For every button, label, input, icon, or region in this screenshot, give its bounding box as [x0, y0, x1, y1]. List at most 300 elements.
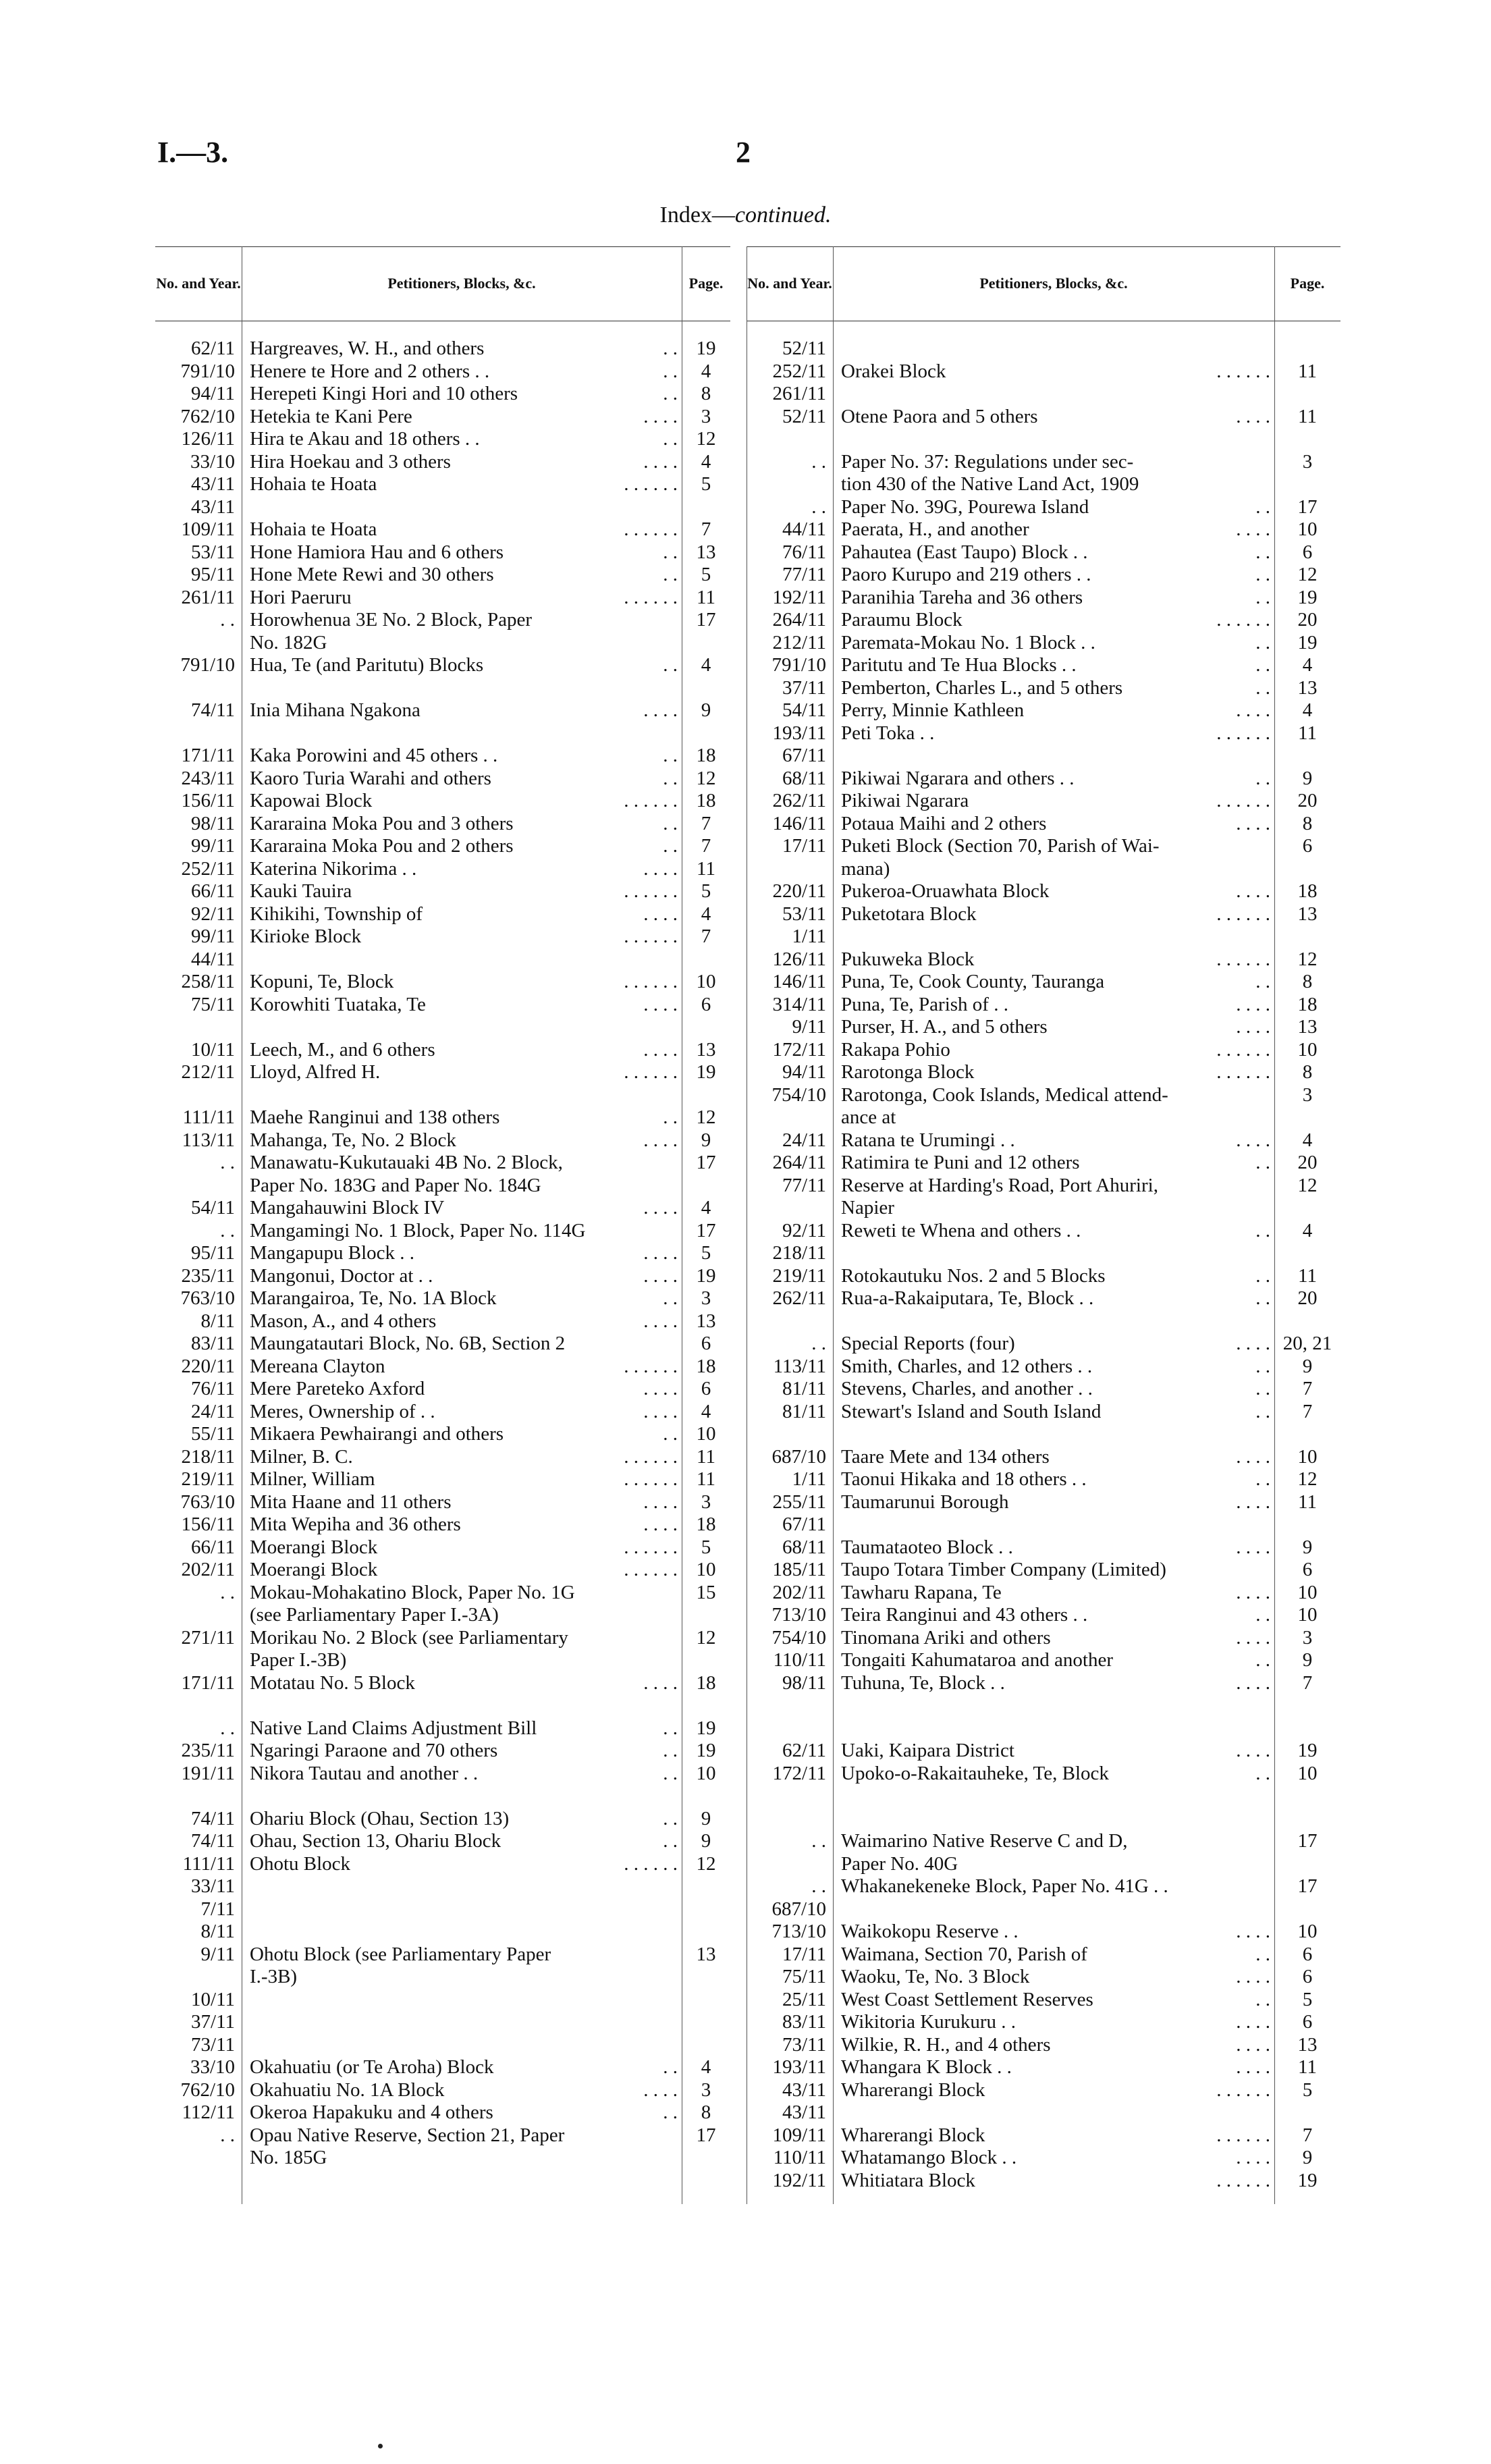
- row-petitioner: Tongaiti Kahumataroa and another: [841, 1649, 1114, 1671]
- row-no-year: 146/11: [772, 812, 826, 834]
- row-petitioner: Mita Wepiha and 36 others: [250, 1514, 461, 1535]
- row-leader-dots: . . . . . .: [624, 880, 678, 902]
- row-page: 10: [1297, 1445, 1318, 1468]
- row-page: 4: [1302, 1129, 1313, 1151]
- row-leader-dots: . .: [663, 1740, 678, 1761]
- row-no-year: 192/11: [772, 2169, 826, 2191]
- row-no-year: . .: [220, 1152, 235, 1173]
- row-no-year: 55/11: [191, 1423, 235, 1445]
- row-no-year: 220/11: [181, 1355, 235, 1377]
- row-petitioner: Peti Toka . .: [841, 722, 935, 744]
- row-petitioner: Maungatautari Block, No. 6B, Section 2: [250, 1333, 566, 1354]
- row-petitioner: Waoku, Te, No. 3 Block: [841, 1966, 1030, 1987]
- row-no-year: 763/10: [180, 1287, 235, 1309]
- row-petitioner: Ohotu Block (see Parliamentary Paper: [250, 1943, 551, 1965]
- row-petitioner: Inia Mihana Ngakona: [250, 699, 421, 721]
- row-page: 4: [701, 654, 711, 676]
- row-page: 4: [1302, 699, 1313, 721]
- row-no-year: 314/11: [772, 993, 826, 1015]
- row-page: 6: [701, 1378, 711, 1399]
- row-no-year: 53/11: [191, 541, 235, 563]
- row-petitioner: Kaoro Turia Warahi and others: [250, 767, 491, 789]
- row-petitioner: Paper I.-3B): [250, 1649, 347, 1671]
- row-no-year: 95/11: [191, 564, 235, 585]
- row-leader-dots: . . . .: [643, 1514, 678, 1535]
- row-leader-dots: . . . .: [1236, 1671, 1270, 1694]
- row-page: 8: [1302, 1061, 1313, 1083]
- col-no-year-header: No. and Year.: [747, 275, 832, 292]
- row-petitioner: Paraumu Block: [841, 609, 963, 631]
- row-petitioner: Pukuweka Block: [841, 948, 975, 970]
- row-page: 12: [1297, 1468, 1318, 1490]
- row-leader-dots: . .: [663, 428, 678, 450]
- row-petitioner: Herepeti Kingi Hori and 10 others: [250, 383, 518, 404]
- row-petitioner: (see Parliamentary Paper I.-3A): [250, 1604, 499, 1626]
- row-no-year: 94/11: [191, 383, 235, 404]
- row-no-year: . .: [220, 2124, 235, 2146]
- row-petitioner: Mangahauwini Block IV: [250, 1197, 445, 1218]
- row-petitioner: Wharerangi Block: [841, 2124, 985, 2146]
- row-page: 18: [696, 1671, 716, 1694]
- row-no-year: 81/11: [782, 1400, 826, 1422]
- row-page: 10: [1297, 1921, 1318, 1942]
- row-page: 18: [696, 1514, 716, 1535]
- row-petitioner: Whatamango Block . .: [841, 2147, 1017, 2168]
- row-petitioner: Kararaina Moka Pou and 3 others: [250, 812, 514, 834]
- row-no-year: 791/10: [180, 654, 235, 676]
- row-page: 15: [696, 1581, 716, 1603]
- row-petitioner: Perry, Minnie Kathleen: [841, 699, 1025, 721]
- row-leader-dots: . . . .: [643, 1400, 678, 1422]
- row-no-year: 202/11: [772, 1581, 826, 1603]
- row-no-year: 43/11: [782, 2101, 826, 2123]
- row-leader-dots: . .: [1255, 1378, 1270, 1399]
- row-leader-dots: . .: [1255, 1943, 1270, 1965]
- row-page: 4: [701, 903, 711, 925]
- column-divider: [833, 246, 834, 2204]
- row-petitioner: Ratana te Urumingi . .: [841, 1129, 1015, 1151]
- row-page: 10: [1297, 1604, 1318, 1626]
- row-leader-dots: . .: [663, 767, 678, 789]
- row-petitioner: mana): [841, 857, 890, 880]
- row-no-year: 687/10: [771, 1898, 826, 1920]
- row-leader-dots: . . . .: [1236, 1966, 1270, 1987]
- row-leader-dots: . . . .: [643, 1310, 678, 1332]
- row-page: 18: [696, 745, 716, 766]
- row-no-year: 10/11: [191, 1038, 235, 1061]
- row-leader-dots: . . . .: [1236, 699, 1270, 721]
- row-no-year: 109/11: [772, 2124, 826, 2146]
- row-petitioner: Manawatu-Kukutauaki 4B No. 2 Block,: [250, 1152, 563, 1173]
- row-leader-dots: . .: [1255, 1604, 1270, 1626]
- row-leader-dots: . . . . . .: [1216, 722, 1270, 744]
- row-petitioner: Pikiwai Ngarara: [841, 790, 969, 811]
- row-leader-dots: . . . .: [643, 1197, 678, 1218]
- row-no-year: 95/11: [191, 1242, 235, 1264]
- row-petitioner: Meres, Ownership of . .: [250, 1400, 435, 1422]
- row-petitioner: Rarotonga Block: [841, 1061, 975, 1083]
- row-petitioner: Ohau, Section 13, Ohariu Block: [250, 1830, 501, 1852]
- row-page: 13: [696, 541, 716, 563]
- row-page: 10: [696, 1559, 716, 1580]
- row-no-year: 762/10: [180, 2079, 235, 2101]
- row-page: 7: [701, 926, 711, 947]
- col-petitioners-header: Petitioners, Blocks, &c.: [387, 275, 536, 292]
- row-petitioner: Katerina Nikorima . .: [250, 857, 417, 880]
- row-petitioner: Teira Ranginui and 43 others . .: [841, 1604, 1088, 1626]
- row-no-year: 113/11: [773, 1355, 826, 1377]
- row-no-year: 62/11: [782, 1740, 826, 1761]
- row-petitioner: Reserve at Harding's Road, Port Ahuriri,: [841, 1174, 1158, 1196]
- row-page: 17: [696, 1219, 716, 1241]
- row-petitioner: Pikiwai Ngarara and others . .: [841, 767, 1075, 789]
- row-no-year: 110/11: [773, 2147, 826, 2168]
- row-leader-dots: . . . . . .: [624, 926, 678, 947]
- row-petitioner: Hohaia te Hoata: [250, 473, 377, 495]
- row-no-year: 218/11: [181, 1445, 235, 1468]
- row-leader-dots: . . . .: [643, 699, 678, 721]
- row-no-year: . .: [220, 1219, 235, 1241]
- row-no-year: 754/10: [771, 1083, 826, 1106]
- row-page: 12: [696, 1626, 716, 1649]
- row-petitioner: Morikau No. 2 Block (see Parliamentary: [250, 1626, 568, 1649]
- row-leader-dots: . . . . . .: [624, 518, 678, 540]
- row-petitioner: Moerangi Block: [250, 1559, 378, 1580]
- row-no-year: 43/11: [191, 473, 235, 495]
- row-leader-dots: . . . .: [1236, 405, 1270, 427]
- row-page: 5: [701, 1536, 711, 1558]
- row-page: 20: [1297, 609, 1318, 631]
- row-petitioner: Okahuatiu No. 1A Block: [250, 2079, 445, 2101]
- row-petitioner: Mokau-Mohakatino Block, Paper No. 1G: [250, 1581, 575, 1603]
- row-leader-dots: . . . . . .: [624, 1445, 678, 1468]
- row-no-year: 192/11: [772, 586, 826, 608]
- row-no-year: 75/11: [191, 993, 235, 1015]
- row-page: 5: [701, 564, 711, 585]
- row-page: 19: [696, 1717, 716, 1739]
- row-no-year: 171/11: [181, 1671, 235, 1694]
- row-leader-dots: . . . .: [643, 1378, 678, 1399]
- row-leader-dots: . . . . . .: [1216, 2079, 1270, 2101]
- row-leader-dots: . .: [1255, 1400, 1270, 1422]
- row-no-year: 156/11: [181, 1514, 235, 1535]
- row-no-year: 202/11: [181, 1559, 235, 1580]
- row-petitioner: Pemberton, Charles L., and 5 others: [841, 676, 1123, 699]
- row-petitioner: Henere te Hore and 2 others . .: [250, 360, 490, 382]
- row-page: 18: [696, 1355, 716, 1377]
- row-page: 13: [696, 1943, 716, 1965]
- row-no-year: 54/11: [191, 1197, 235, 1218]
- row-page: 11: [1298, 2056, 1317, 2078]
- row-petitioner: Tawharu Rapana, Te: [841, 1581, 1002, 1603]
- row-no-year: 9/11: [792, 1016, 826, 1038]
- row-page: 6: [1302, 2011, 1313, 2033]
- row-no-year: 791/10: [771, 654, 826, 676]
- row-no-year: 7/11: [200, 1898, 235, 1920]
- row-no-year: 62/11: [191, 338, 235, 359]
- row-no-year: 73/11: [191, 2033, 235, 2056]
- row-page: 19: [1297, 1740, 1318, 1761]
- row-petitioner: Hone Hamiora Hau and 6 others: [250, 541, 504, 563]
- row-no-year: 98/11: [191, 812, 235, 834]
- row-no-year: 75/11: [782, 1966, 826, 1987]
- row-leader-dots: . .: [1255, 586, 1270, 608]
- row-page: 11: [697, 857, 715, 880]
- row-no-year: 763/10: [180, 1491, 235, 1513]
- row-petitioner: Upoko-o-Rakaitauheke, Te, Block: [841, 1762, 1109, 1784]
- row-leader-dots: . . . . . .: [624, 971, 678, 992]
- row-petitioner: Mangonui, Doctor at . .: [250, 1264, 433, 1287]
- row-no-year: 33/10: [190, 2056, 235, 2078]
- row-page: 13: [1297, 903, 1318, 925]
- row-petitioner: Hua, Te (and Paritutu) Blocks: [250, 654, 484, 676]
- row-no-year: 77/11: [782, 1174, 826, 1196]
- row-leader-dots: . . . .: [1236, 2011, 1270, 2033]
- index-title-suffix: continued.: [734, 203, 832, 227]
- row-page: 4: [701, 2056, 711, 2078]
- row-leader-dots: . . . . . .: [624, 473, 678, 495]
- row-no-year: 17/11: [782, 835, 826, 857]
- row-no-year: 74/11: [191, 1830, 235, 1852]
- row-page: 13: [696, 1310, 716, 1332]
- row-page: 9: [1302, 1355, 1313, 1377]
- row-page: 11: [1298, 1491, 1317, 1513]
- row-no-year: 17/11: [782, 1943, 826, 1965]
- row-page: 3: [701, 1491, 711, 1513]
- row-leader-dots: . . . .: [1236, 1445, 1270, 1468]
- row-petitioner: Kauki Tauira: [250, 880, 352, 902]
- row-leader-dots: . .: [663, 1807, 678, 1829]
- row-petitioner: No. 182G: [250, 631, 327, 653]
- row-no-year: 73/11: [782, 2033, 826, 2056]
- row-page: 13: [1297, 2033, 1318, 2056]
- row-petitioner: Mereana Clayton: [250, 1355, 385, 1377]
- row-leader-dots: . .: [1255, 1219, 1270, 1241]
- row-petitioner: West Coast Settlement Reserves: [841, 1988, 1093, 2010]
- row-page: 5: [701, 1242, 711, 1264]
- row-no-year: 33/11: [191, 1875, 235, 1897]
- row-page: 17: [1297, 1830, 1318, 1852]
- row-petitioner: Special Reports (four): [841, 1333, 1015, 1354]
- col-petitioners-header: Petitioners, Blocks, &c.: [979, 275, 1128, 292]
- row-page: 17: [1297, 1875, 1318, 1897]
- row-petitioner: Paper No. 183G and Paper No. 184G: [250, 1174, 541, 1196]
- row-page: 12: [696, 1852, 716, 1875]
- row-leader-dots: . . . .: [1236, 1581, 1270, 1603]
- row-no-year: 24/11: [191, 1400, 235, 1422]
- row-page: 18: [1297, 993, 1318, 1015]
- row-page: 8: [701, 383, 711, 404]
- row-petitioner: Purser, H. A., and 5 others: [841, 1016, 1048, 1038]
- row-page: 4: [1302, 1219, 1313, 1241]
- row-leader-dots: . .: [663, 1830, 678, 1852]
- row-petitioner: Reweti te Whena and others . .: [841, 1219, 1081, 1241]
- row-petitioner: Wikitoria Kurukuru . .: [841, 2011, 1016, 2033]
- row-petitioner: Whakanekeneke Block, Paper No. 41G . .: [841, 1875, 1168, 1897]
- row-page: 7: [1302, 1671, 1313, 1694]
- row-page: 8: [1302, 971, 1313, 992]
- row-page: 19: [696, 1061, 716, 1083]
- row-petitioner: Rarotonga, Cook Islands, Medical attend-: [841, 1083, 1168, 1106]
- row-petitioner: Kihikihi, Township of: [250, 903, 423, 925]
- row-petitioner: Paper No. 37: Regulations under sec-: [841, 450, 1134, 473]
- row-petitioner: Taare Mete and 134 others: [841, 1445, 1050, 1468]
- row-petitioner: Smith, Charles, and 12 others . .: [841, 1355, 1093, 1377]
- row-no-year: 67/11: [782, 745, 826, 766]
- row-petitioner: Otene Paora and 5 others: [841, 405, 1038, 427]
- row-no-year: 219/11: [772, 1264, 826, 1287]
- row-no-year: 83/11: [782, 2011, 826, 2033]
- row-page: 4: [701, 1400, 711, 1422]
- row-no-year: 92/11: [191, 903, 235, 925]
- index-title: [0, 203, 1491, 228]
- row-page: 9: [1302, 1536, 1313, 1558]
- row-no-year: 44/11: [191, 948, 235, 970]
- row-page: 4: [701, 450, 711, 473]
- row-page: 9: [1302, 1649, 1313, 1671]
- row-no-year: 68/11: [782, 1536, 826, 1558]
- row-leader-dots: . . . .: [1236, 1626, 1270, 1649]
- row-leader-dots: . .: [1255, 1264, 1270, 1287]
- row-petitioner: Ratimira te Puni and 12 others: [841, 1152, 1080, 1173]
- row-petitioner: Napier: [841, 1197, 894, 1218]
- row-page: 7: [1302, 2124, 1313, 2146]
- row-petitioner: Hira Hoekau and 3 others: [250, 450, 451, 473]
- row-no-year: 218/11: [772, 1242, 826, 1264]
- row-no-year: . .: [811, 450, 826, 473]
- row-page: 11: [697, 1445, 715, 1468]
- row-petitioner: Paoro Kurupo and 219 others . .: [841, 564, 1091, 585]
- row-leader-dots: . . . . . .: [1216, 1061, 1270, 1083]
- row-petitioner: Paper No. 39G, Pourewa Island: [841, 496, 1089, 518]
- row-petitioner: Mita Haane and 11 others: [250, 1491, 452, 1513]
- row-page: 12: [1297, 948, 1318, 970]
- row-petitioner: Okeroa Hapakuku and 4 others: [250, 2101, 493, 2123]
- row-page: 12: [1297, 1174, 1318, 1196]
- row-petitioner: Kirioke Block: [250, 926, 362, 947]
- row-page: 10: [1297, 1038, 1318, 1061]
- row-petitioner: Kararaina Moka Pou and 2 others: [250, 835, 514, 857]
- row-page: 3: [1302, 1626, 1313, 1649]
- row-no-year: 43/11: [782, 2079, 826, 2101]
- row-page: 9: [701, 1807, 711, 1829]
- row-page: 12: [696, 767, 716, 789]
- row-page: 7: [1302, 1400, 1313, 1422]
- row-leader-dots: . .: [1255, 564, 1270, 585]
- row-page: 11: [697, 586, 715, 608]
- row-no-year: 687/10: [771, 1445, 826, 1468]
- row-page: 3: [701, 2079, 711, 2101]
- row-no-year: 185/11: [772, 1559, 826, 1580]
- row-no-year: 212/11: [772, 631, 826, 653]
- row-no-year: . .: [811, 1875, 826, 1897]
- row-page: 6: [1302, 1943, 1313, 1965]
- row-page: 17: [696, 609, 716, 631]
- row-leader-dots: . . . .: [643, 1671, 678, 1694]
- row-leader-dots: . .: [1255, 631, 1270, 653]
- row-leader-dots: . . . .: [1236, 1740, 1270, 1761]
- row-page: 11: [1298, 405, 1317, 427]
- row-leader-dots: . . . .: [1236, 2056, 1270, 2078]
- row-no-year: 81/11: [782, 1378, 826, 1399]
- row-page: 8: [701, 2101, 711, 2123]
- row-leader-dots: . . . .: [1236, 812, 1270, 834]
- row-page: 5: [701, 473, 711, 495]
- row-petitioner: Taonui Hikaka and 18 others . .: [841, 1468, 1087, 1490]
- row-no-year: 94/11: [782, 1061, 826, 1083]
- row-page: 5: [701, 880, 711, 902]
- row-no-year: 261/11: [181, 586, 235, 608]
- row-no-year: 193/11: [772, 722, 826, 744]
- row-leader-dots: . .: [1255, 654, 1270, 676]
- row-leader-dots: . .: [1255, 496, 1270, 518]
- row-petitioner: Paremata-Mokau No. 1 Block . .: [841, 631, 1095, 653]
- row-petitioner: Taumarunui Borough: [841, 1491, 1009, 1513]
- row-no-year: 52/11: [782, 338, 826, 359]
- row-page: 6: [701, 1333, 711, 1354]
- row-leader-dots: . .: [663, 812, 678, 834]
- row-petitioner: ance at: [841, 1106, 896, 1128]
- row-no-year: . .: [811, 496, 826, 518]
- row-no-year: 754/10: [771, 1626, 826, 1649]
- right-index-table: [747, 246, 1340, 2204]
- row-leader-dots: . .: [663, 1762, 678, 1784]
- row-leader-dots: . . . . . .: [624, 790, 678, 811]
- row-leader-dots: . .: [663, 2056, 678, 2078]
- row-leader-dots: . . . .: [643, 1129, 678, 1151]
- row-petitioner: Taupo Totara Timber Company (Limited): [841, 1559, 1166, 1580]
- row-leader-dots: . .: [663, 1287, 678, 1309]
- row-leader-dots: . .: [1255, 541, 1270, 563]
- row-page: 10: [696, 971, 716, 992]
- row-no-year: 113/11: [182, 1129, 235, 1151]
- row-leader-dots: . . . .: [1236, 518, 1270, 540]
- row-no-year: 191/11: [181, 1762, 235, 1784]
- row-petitioner: Potaua Maihi and 2 others: [841, 812, 1047, 834]
- row-leader-dots: . .: [1255, 1988, 1270, 2010]
- row-no-year: 8/11: [200, 1921, 235, 1942]
- row-page: 11: [697, 1468, 715, 1490]
- row-leader-dots: . .: [1255, 1355, 1270, 1377]
- row-petitioner: Puketotara Block: [841, 903, 977, 925]
- row-leader-dots: . . . .: [1236, 2147, 1270, 2168]
- row-petitioner: Motatau No. 5 Block: [250, 1671, 415, 1694]
- row-no-year: 98/11: [782, 1671, 826, 1694]
- row-leader-dots: . . . .: [643, 2079, 678, 2101]
- row-leader-dots: . . . . . .: [1216, 2169, 1270, 2191]
- row-page: 6: [1302, 1559, 1313, 1580]
- footer-dot-mark: [378, 2444, 383, 2448]
- row-no-year: 83/11: [191, 1333, 235, 1354]
- row-no-year: 243/11: [181, 767, 235, 789]
- row-page: 4: [1302, 654, 1313, 676]
- row-petitioner: Leech, M., and 6 others: [250, 1038, 435, 1061]
- row-petitioner: Puna, Te, Cook County, Tauranga: [841, 971, 1105, 992]
- row-no-year: 53/11: [782, 903, 826, 925]
- row-page: 7: [1302, 1378, 1313, 1399]
- row-leader-dots: . .: [663, 541, 678, 563]
- row-petitioner: Kaka Porowini and 45 others . .: [250, 745, 498, 766]
- row-no-year: 77/11: [782, 564, 826, 585]
- row-page: 10: [1297, 1762, 1318, 1784]
- col-page-header: Page.: [688, 275, 724, 292]
- row-page: 9: [701, 1830, 711, 1852]
- row-petitioner: Native Land Claims Adjustment Bill: [250, 1717, 537, 1739]
- row-no-year: 37/11: [782, 676, 826, 699]
- row-leader-dots: . . . .: [1236, 1016, 1270, 1038]
- row-petitioner: Kapowai Block: [250, 790, 373, 811]
- row-page: 13: [1297, 1016, 1318, 1038]
